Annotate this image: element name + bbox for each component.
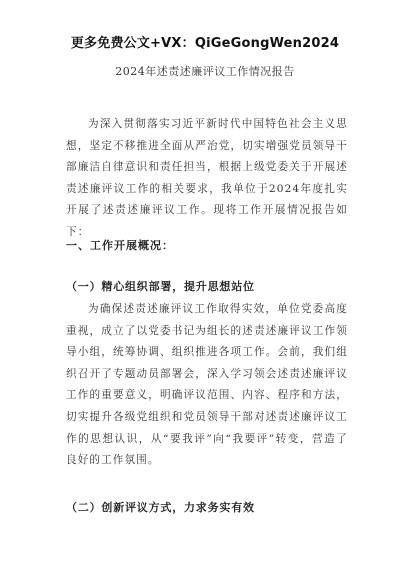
section-heading-work-overview: 一、工作开展概况： (66, 239, 174, 252)
subsection-paragraph-text: 为确保述责述廉评议工作取得实效，单位党委高度重视，成立了以党委书记为组长的述责述廉评议工作领导小组，统筹协调、组织推进各项工作。会前，我们组织召开了专题动员部署会，深入学习领会述责述廉评议工作的重要意义，明确评议范围、内容、程序和方法，切实提升各级党组织和党员领导干部对述责述廉评议工作的思想认识，从“要我评”向“我要评”转变，营造了良好的工作氛围。 (66, 303, 348, 467)
subsection-heading-innovate: （二）创新评议方式，力求务实有效 (66, 501, 255, 514)
intro-paragraph-text: 为深入贯彻落实习近平新时代中国特色社会主义思想，坚定不移推进全面从严治党，切实增强党员领导干部廉洁自律意识和责任担当，根据上级党委关于开展述责述廉评议工作的相关要求，我单位于2024年度扎实开展了述责述廉评议工作。现将工作开展情况报告如下： (66, 118, 348, 238)
document-title: 2024年述责述廉评议工作情况报告 (115, 65, 295, 78)
intro-paragraph (66, 114, 348, 244)
promo-header: 更多免费公文+VX：QiGeGongWen2024 (70, 36, 340, 51)
subsection-paragraph-organize (66, 299, 348, 472)
subsection-heading-organize: （一）精心组织部署，提升思想站位 (66, 280, 255, 293)
